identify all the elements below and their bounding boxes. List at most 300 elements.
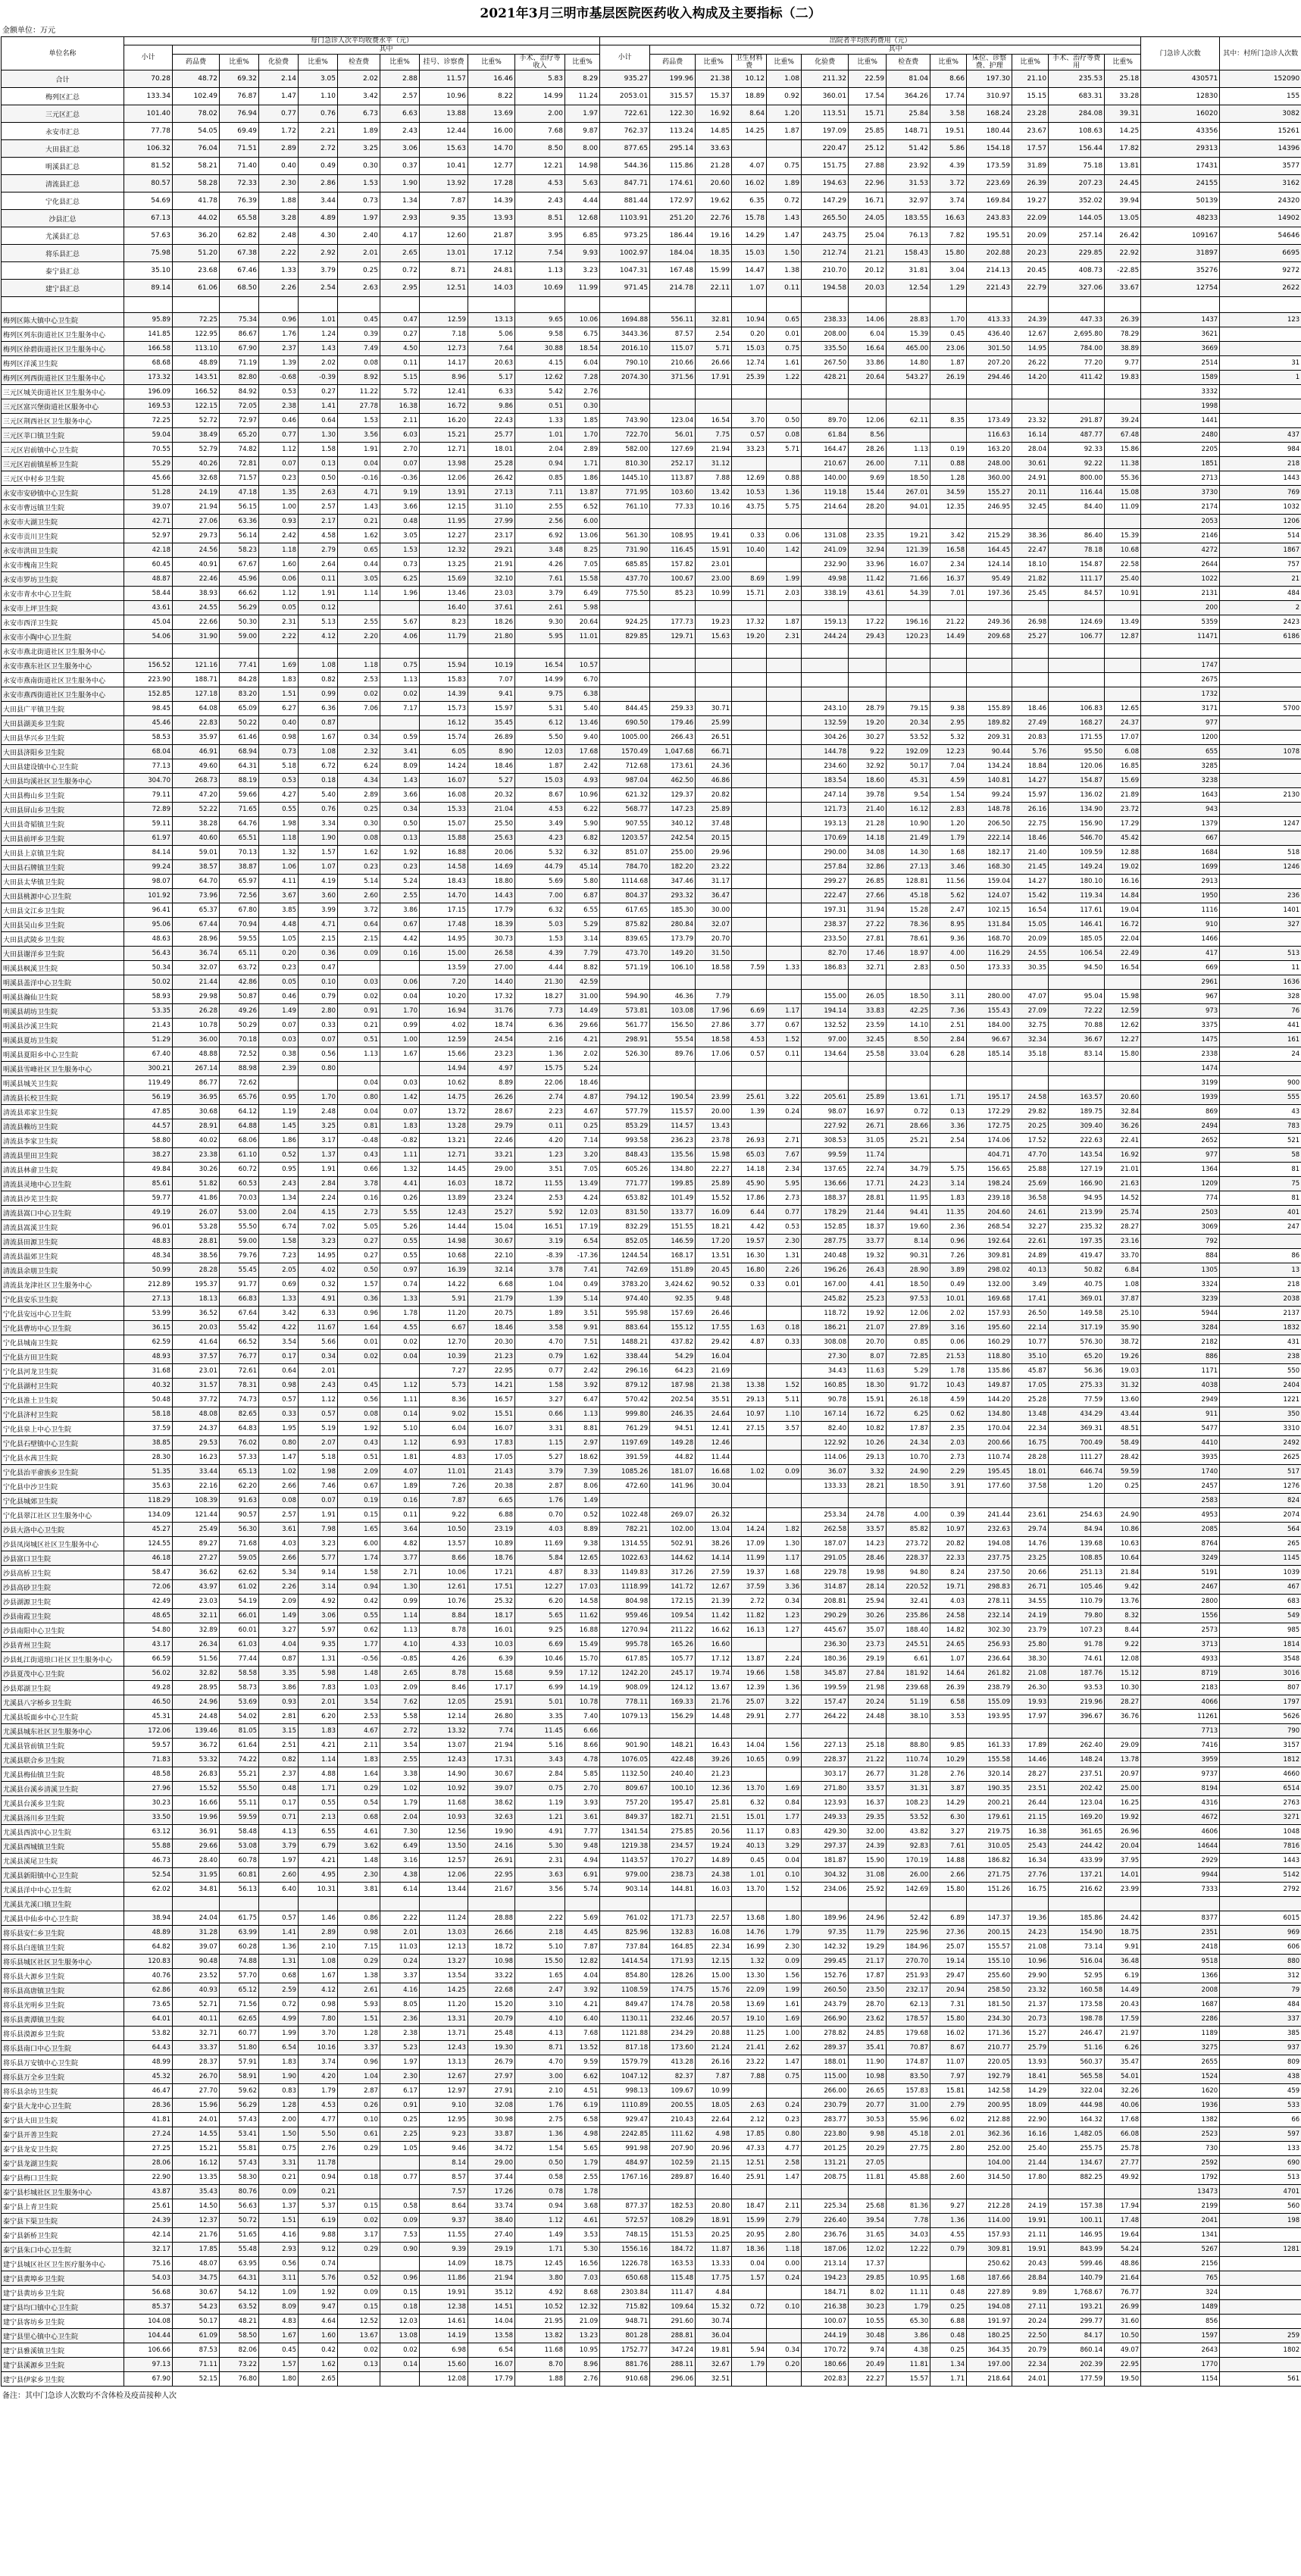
value-cell: 0.20 <box>259 947 299 961</box>
value-cell: 58.28 <box>173 175 220 192</box>
value-cell <box>696 297 732 313</box>
value-cell: 2.89 <box>338 788 380 803</box>
value-cell <box>338 1364 380 1379</box>
value-cell: 21.15 <box>696 2156 732 2171</box>
value-cell: 19.74 <box>696 1667 732 1681</box>
value-cell: 1.19 <box>515 1796 565 1811</box>
table-row <box>2 1811 1301 1825</box>
value-cell: 28.81 <box>849 1191 887 1206</box>
value-cell: 2.84 <box>930 1033 967 1047</box>
value-cell: 142.69 <box>887 1883 930 1897</box>
value-cell: 92.22 <box>1049 457 1105 471</box>
value-cell: 2655 <box>1141 2055 1220 2070</box>
value-cell: 154.90 <box>1049 1926 1105 1940</box>
value-cell: 24.48 <box>173 1710 220 1724</box>
value-cell: 5.29 <box>887 1364 930 1379</box>
value-cell: 24.19 <box>1012 1609 1049 1623</box>
value-cell: 1687 <box>1141 1998 1220 2012</box>
value-cell: 0.87 <box>299 716 338 731</box>
value-cell: 4.70 <box>515 1335 565 1350</box>
value-cell: 21.28 <box>849 817 887 831</box>
value-cell: 5.71 <box>696 342 732 356</box>
value-cell: 33.70 <box>1105 1249 1141 1263</box>
value-cell: 3275 <box>1141 2041 1220 2055</box>
value-cell: 53.35 <box>124 1004 173 1019</box>
value-cell: 33.77 <box>849 1235 887 1249</box>
value-cell: 25.18 <box>1105 70 1141 88</box>
value-cell: 42.86 <box>220 975 259 990</box>
value-cell: 22.10 <box>468 1249 515 1263</box>
value-cell: 24.39 <box>124 2214 173 2228</box>
value-cell: 7.49 <box>338 342 380 356</box>
value-cell: 23.19 <box>468 1523 515 1537</box>
value-cell: 1.36 <box>515 2127 565 2142</box>
value-cell <box>802 297 849 313</box>
value-cell: 44.79 <box>515 860 565 875</box>
value-cell: 371.56 <box>650 371 696 385</box>
value-cell: 74.73 <box>220 1393 259 1407</box>
value-cell: 86.40 <box>1049 529 1105 543</box>
value-cell: 6.93 <box>420 1436 468 1451</box>
value-cell: 11.81 <box>887 2358 930 2372</box>
value-cell <box>1141 644 1220 659</box>
value-cell: 20.23 <box>1012 245 1049 262</box>
value-cell: 605.26 <box>600 1163 650 1177</box>
value-cell: 185.30 <box>650 903 696 918</box>
value-cell: 17.85 <box>732 2127 767 2142</box>
value-cell: 68.06 <box>220 1134 259 1148</box>
value-cell: 168.17 <box>650 1249 696 1263</box>
value-cell: 70.88 <box>1049 1019 1105 1033</box>
value-cell: 166.90 <box>1049 1177 1105 1191</box>
value-cell: 1401 <box>1220 903 1301 918</box>
value-cell: 37.87 <box>1105 1292 1141 1307</box>
value-cell: 236.23 <box>650 1134 696 1148</box>
value-cell: 9.37 <box>420 2214 468 2228</box>
value-cell: 3016 <box>1220 1667 1301 1681</box>
value-cell: 347.46 <box>650 875 696 889</box>
value-cell: 10.30 <box>1105 1681 1141 1695</box>
value-cell: 2.79 <box>767 2214 802 2228</box>
value-cell: 245.82 <box>802 1292 849 1307</box>
value-cell: 191.97 <box>967 2315 1012 2329</box>
value-cell: 774 <box>1141 1191 1220 1206</box>
value-cell: 4.07 <box>732 158 767 175</box>
value-cell: 1.51 <box>259 687 299 702</box>
value-cell: 24.01 <box>173 2113 220 2127</box>
value-cell <box>650 399 696 414</box>
table-row <box>2 1595 1301 1609</box>
value-cell: 15.12 <box>1105 1667 1141 1681</box>
value-cell: 28.66 <box>887 1119 930 1134</box>
value-cell: 33.63 <box>696 140 732 158</box>
value-cell: 2503 <box>1141 1206 1220 1220</box>
value-cell: 14.43 <box>468 889 515 903</box>
value-cell: 12.21 <box>515 158 565 175</box>
value-cell: 595.98 <box>600 1307 650 1321</box>
value-cell: 269.07 <box>650 1508 696 1523</box>
value-cell: 291.05 <box>802 1551 849 1566</box>
value-cell: 0.11 <box>515 1119 565 1134</box>
value-cell: 1.15 <box>515 1436 565 1451</box>
value-cell: 155 <box>1220 88 1301 105</box>
value-cell: 23.68 <box>173 262 220 280</box>
value-cell: 0.77 <box>515 1364 565 1379</box>
value-cell: 2.55 <box>565 2171 600 2185</box>
value-cell: 4.03 <box>259 1537 299 1551</box>
value-cell <box>1220 2315 1301 2329</box>
value-cell: 1116 <box>1141 903 1220 918</box>
value-cell: 308.53 <box>802 1134 849 1148</box>
value-cell: 19.66 <box>732 1667 767 1681</box>
value-cell: 60.78 <box>220 1854 259 1868</box>
value-cell: 369.31 <box>1049 1422 1105 1436</box>
value-cell: 16.00 <box>468 123 515 140</box>
value-cell: 59.01 <box>173 846 220 860</box>
value-cell: 4.42 <box>380 932 420 947</box>
value-cell <box>259 644 299 659</box>
table-row <box>2 2012 1301 2027</box>
value-cell: 22.33 <box>930 1551 967 1566</box>
value-cell: 189.82 <box>967 716 1012 731</box>
value-cell <box>802 515 849 529</box>
value-cell: 7.61 <box>515 572 565 587</box>
value-cell: 20.73 <box>1012 2012 1049 2027</box>
value-cell: 71.11 <box>173 2358 220 2372</box>
value-cell: 71.83 <box>124 1753 173 1767</box>
value-cell: 4316 <box>1141 1796 1220 1811</box>
value-cell: 1171 <box>1141 1364 1220 1379</box>
table-row <box>2 1638 1301 1652</box>
value-cell <box>802 399 849 414</box>
value-cell: 3324 <box>1141 1278 1220 1292</box>
value-cell: 7.83 <box>299 1681 338 1695</box>
value-cell: 4.71 <box>338 486 380 500</box>
value-cell: 3.16 <box>930 1321 967 1335</box>
value-cell: 14.69 <box>468 860 515 875</box>
value-cell: 53.41 <box>220 2127 259 2142</box>
value-cell: 53.99 <box>124 1307 173 1321</box>
value-cell: 193.21 <box>1049 2300 1105 2315</box>
value-cell: 55.88 <box>124 1839 173 1854</box>
value-cell: 172.97 <box>650 192 696 210</box>
value-cell: 23.01 <box>696 558 732 572</box>
value-cell: 12.56 <box>420 1825 468 1839</box>
value-cell: 12.97 <box>420 2084 468 2099</box>
value-cell: 2.60 <box>338 889 380 903</box>
value-cell: 26.16 <box>1012 803 1049 817</box>
value-cell: 43.82 <box>887 1825 930 1839</box>
value-cell: 4.61 <box>338 1825 380 1839</box>
value-cell: 3.79 <box>299 262 338 280</box>
value-cell: 15.80 <box>930 1883 967 1897</box>
value-cell <box>600 2185 650 2199</box>
value-cell: 54.19 <box>220 1595 259 1609</box>
value-cell: 140.79 <box>1049 2271 1105 2286</box>
value-cell: 4.95 <box>299 1868 338 1883</box>
value-cell: 8.09 <box>259 2300 299 2315</box>
value-cell: 0.23 <box>767 2113 802 2127</box>
value-cell: 8.07 <box>849 1350 887 1364</box>
value-cell: 94.51 <box>650 1422 696 1436</box>
value-cell: 14.27 <box>1012 774 1049 788</box>
value-cell: 29.19 <box>849 1652 887 1667</box>
value-cell: 4.51 <box>565 2084 600 2099</box>
value-cell: 159.13 <box>802 615 849 630</box>
value-cell: 45.42 <box>1105 831 1141 846</box>
value-cell: 17.87 <box>849 1969 887 1983</box>
value-cell: 1.88 <box>515 2372 565 2387</box>
value-cell: 232.14 <box>967 1609 1012 1623</box>
value-cell: 64.83 <box>220 1422 259 1436</box>
value-cell: 256.93 <box>967 1638 1012 1652</box>
value-cell: 1.02 <box>732 1465 767 1479</box>
value-cell: 197.35 <box>1049 1235 1105 1249</box>
value-cell: 89.27 <box>173 1537 220 1551</box>
value-cell: 31.53 <box>887 175 930 192</box>
value-cell: 70.87 <box>887 2041 930 2055</box>
value-cell: 4.98 <box>696 2127 732 2142</box>
inpatient-col-header: 比重% <box>849 54 887 70</box>
value-cell: 1.88 <box>259 192 299 210</box>
unit-name-cell: 尤溪县洋中中心卫生院 <box>2 1883 124 1897</box>
value-cell: 72.25 <box>173 313 220 327</box>
value-cell: 33.96 <box>849 558 887 572</box>
unit-name-cell: 明溪县夏坊卫生院 <box>2 1033 124 1047</box>
value-cell: 16.99 <box>732 1940 767 1955</box>
value-cell: 29.13 <box>849 1451 887 1465</box>
value-cell: 23.03 <box>468 587 515 601</box>
value-cell: 0.75 <box>767 158 802 175</box>
table-row <box>2 2271 1301 2286</box>
value-cell: 561.30 <box>600 529 650 543</box>
value-cell: 38.49 <box>173 428 220 443</box>
value-cell: 757.20 <box>600 1796 650 1811</box>
value-cell: 135.86 <box>967 1364 1012 1379</box>
value-cell: 0.67 <box>767 1019 802 1033</box>
value-cell <box>887 2156 930 2171</box>
value-cell: 2.86 <box>299 175 338 192</box>
value-cell: 5.66 <box>299 1335 338 1350</box>
value-cell: 11.42 <box>849 572 887 587</box>
value-cell: 0.07 <box>259 457 299 471</box>
value-cell: 5.05 <box>338 1220 380 1235</box>
value-cell: -0.48 <box>338 1134 380 1148</box>
value-cell: 52.71 <box>173 1998 220 2012</box>
value-cell: 4.83 <box>259 2315 299 2329</box>
value-cell: 5.65 <box>515 1609 565 1623</box>
value-cell: 12.06 <box>887 1307 930 1321</box>
value-cell: 36.58 <box>1012 1191 1049 1206</box>
value-cell: 38.28 <box>173 817 220 831</box>
value-cell: 149.24 <box>1049 860 1105 875</box>
value-cell: 50.48 <box>124 1393 173 1407</box>
value-cell: 17.68 <box>565 745 600 759</box>
value-cell: 58.47 <box>124 1566 173 1580</box>
value-cell: 459 <box>1220 2084 1301 2099</box>
value-cell: 237.51 <box>1049 1767 1105 1782</box>
value-cell: 2.04 <box>380 1811 420 1825</box>
value-cell: 13.82 <box>515 2329 565 2343</box>
value-cell: 0.96 <box>380 2271 420 2286</box>
value-cell: 27.97 <box>468 2070 515 2084</box>
value-cell: 0.45 <box>732 1854 767 1868</box>
value-cell: 19.27 <box>1012 192 1049 210</box>
value-cell: 17.05 <box>468 1451 515 1465</box>
value-cell: 0.42 <box>299 2343 338 2358</box>
value-cell <box>380 2257 420 2271</box>
value-cell: 15.80 <box>930 245 967 262</box>
value-cell: 22.95 <box>1105 2358 1141 2372</box>
value-cell: 1078 <box>1220 745 1301 759</box>
value-cell: 158.43 <box>887 245 930 262</box>
value-cell: 1.57 <box>259 2358 299 2372</box>
value-cell: 17.87 <box>887 1422 930 1436</box>
value-cell <box>732 673 767 687</box>
value-cell: 20.64 <box>565 615 600 630</box>
value-cell: 0.93 <box>259 1695 299 1710</box>
table-row <box>2 961 1301 975</box>
value-cell <box>732 1451 767 1465</box>
value-cell: 44.82 <box>650 1451 696 1465</box>
value-cell: 0.37 <box>380 158 420 175</box>
value-cell: 2.87 <box>338 2084 380 2099</box>
value-cell: 0.23 <box>259 961 299 975</box>
value-cell: 219.75 <box>967 1825 1012 1839</box>
value-cell: 29.00 <box>468 1163 515 1177</box>
value-cell: 2.47 <box>930 903 967 918</box>
value-cell: 96.41 <box>124 903 173 918</box>
value-cell: 2.02 <box>930 1307 967 1321</box>
value-cell: 84.94 <box>1049 1523 1105 1537</box>
value-cell: 17.89 <box>1012 1739 1049 1753</box>
value-cell: 218 <box>1220 1278 1301 1292</box>
value-cell: 13.50 <box>420 1839 468 1854</box>
value-cell: 14.44 <box>420 1220 468 1235</box>
value-cell: 278.82 <box>802 2027 849 2041</box>
value-cell: 16.66 <box>173 1796 220 1811</box>
value-cell <box>767 558 802 572</box>
value-cell: 0.50 <box>515 2156 565 2171</box>
value-cell: 1.04 <box>338 2070 380 2084</box>
value-cell: 109.54 <box>650 1609 696 1623</box>
value-cell: 7.75 <box>696 428 732 443</box>
value-cell: 24.91 <box>1012 471 1049 486</box>
value-cell: 20.88 <box>696 2027 732 2041</box>
value-cell: 192.09 <box>887 745 930 759</box>
value-cell: 27.11 <box>1012 2300 1049 2315</box>
value-cell: 0.57 <box>732 428 767 443</box>
value-cell: 12.46 <box>696 1436 732 1451</box>
value-cell: 8.36 <box>420 1393 468 1407</box>
value-cell: 2.76 <box>299 2142 338 2156</box>
value-cell: 249.36 <box>967 615 1012 630</box>
unit-name-cell: 清流县汇总 <box>2 175 124 192</box>
value-cell: 1.01 <box>732 1868 767 1883</box>
value-cell: 243.79 <box>802 1998 849 2012</box>
value-cell: 102.15 <box>967 903 1012 918</box>
value-cell: 23.35 <box>849 529 887 543</box>
value-cell: 65.20 <box>220 428 259 443</box>
value-cell: 0.79 <box>515 1350 565 1364</box>
unit-name-cell: 沙县郑湖卫生院 <box>2 1681 124 1695</box>
value-cell <box>1012 975 1049 990</box>
value-cell: 1.33 <box>515 414 565 428</box>
value-cell: 29.13 <box>732 1393 767 1407</box>
value-cell: 1.11 <box>380 1148 420 1163</box>
value-cell: 18.46 <box>468 759 515 774</box>
value-cell: 25.77 <box>468 428 515 443</box>
value-cell: 14.52 <box>1105 1191 1141 1206</box>
value-cell: 3.37 <box>380 1969 420 1983</box>
value-cell: 0.10 <box>299 975 338 990</box>
value-cell: 0.52 <box>338 2271 380 2286</box>
value-cell: 784.70 <box>600 860 650 875</box>
value-cell: 73.14 <box>1049 1940 1105 1955</box>
value-cell: 0.62 <box>338 1623 380 1638</box>
value-cell: 437.70 <box>600 572 650 587</box>
value-cell: 77.44 <box>220 1652 259 1667</box>
value-cell: 59.66 <box>220 788 259 803</box>
value-cell: 14.24 <box>420 759 468 774</box>
value-cell: 1.79 <box>299 2084 338 2099</box>
value-cell: 16.03 <box>696 1883 732 1897</box>
value-cell: 40.11 <box>173 2012 220 2027</box>
value-cell: 21.10 <box>1012 70 1049 88</box>
unit-name-cell: 沙县湖源卫生院 <box>2 1595 124 1609</box>
value-cell: 5.85 <box>565 1767 600 1782</box>
value-cell: -17.36 <box>565 1249 600 1263</box>
value-cell: 0.85 <box>515 471 565 486</box>
value-cell: 12.71 <box>420 443 468 457</box>
value-cell <box>338 1062 380 1076</box>
value-cell: 6.08 <box>1105 745 1141 759</box>
value-cell: 1.50 <box>767 245 802 262</box>
value-cell: 21.91 <box>468 558 515 572</box>
table-row <box>2 280 1301 297</box>
value-cell: 26.00 <box>849 457 887 471</box>
inpatient-col-header: 药品费 <box>650 54 696 70</box>
value-cell: 39.07 <box>468 1782 515 1796</box>
value-cell: 6.02 <box>930 2113 967 2127</box>
value-cell: 123.93 <box>802 1796 849 1811</box>
value-cell: 43.87 <box>124 2185 173 2199</box>
value-cell: 7.87 <box>696 2070 732 2084</box>
value-cell: 197.00 <box>967 2358 1012 2372</box>
value-cell: 86.77 <box>173 1076 220 1091</box>
value-cell: 0.99 <box>380 1595 420 1609</box>
value-cell: 8.35 <box>930 414 967 428</box>
value-cell: 59.62 <box>220 2084 259 2099</box>
unit-name-cell: 永安市燕东社区卫生服务中心 <box>2 659 124 673</box>
value-cell: 105.46 <box>1049 1580 1105 1595</box>
value-cell: 55.21 <box>220 1767 259 1782</box>
value-cell: 29.90 <box>1012 1969 1049 1983</box>
value-cell: 0.27 <box>338 1235 380 1249</box>
value-cell: 12.14 <box>420 1710 468 1724</box>
value-cell: 0.15 <box>338 1508 380 1523</box>
value-cell: 324 <box>1141 2286 1220 2300</box>
value-cell <box>1105 399 1141 414</box>
value-cell: 3.48 <box>515 543 565 558</box>
value-cell: 265.50 <box>802 210 849 227</box>
value-cell: 1.38 <box>767 262 802 280</box>
value-cell: 7.87 <box>420 192 468 210</box>
value-cell: 7.27 <box>420 1364 468 1379</box>
value-cell: -8.39 <box>515 1249 565 1263</box>
value-cell: 2.83 <box>887 961 930 975</box>
value-cell: 14.24 <box>732 1523 767 1537</box>
